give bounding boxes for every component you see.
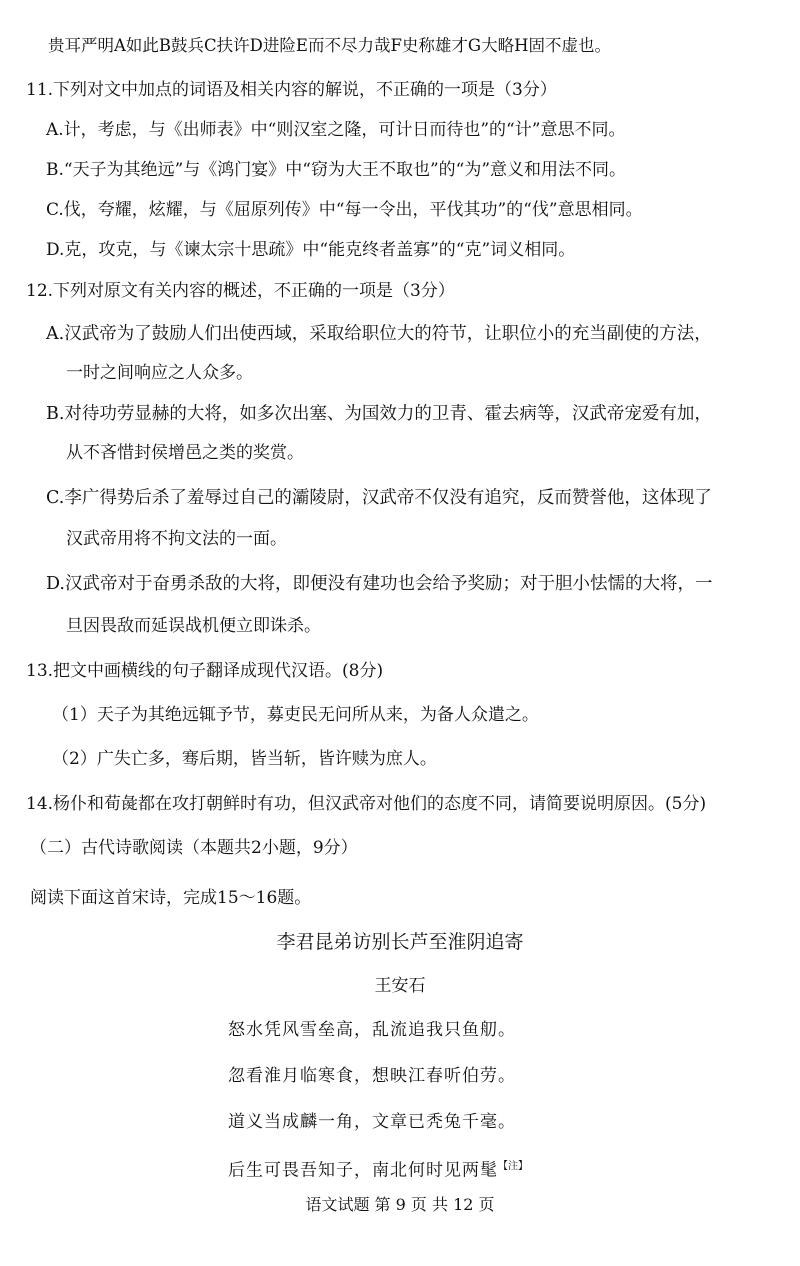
question-11-option-b: B.“天子为其绝远”与《鸿门宴》中“窃为大王不取也”的“为”意义和用法不同。: [46, 160, 627, 180]
poem-line-1: 怒水凭风雪垒高，乱流追我只鱼舠。: [228, 1020, 516, 1040]
question-12-option-d-line2: 旦因畏敌而延误战机便立即诛杀。: [66, 616, 321, 636]
section-2-heading: （二）古代诗歌阅读（本题共2小题，9分）: [30, 838, 358, 858]
question-11-stem: 11.下列对文中加点的词语及相关内容的解说，不正确的一项是（3分）: [26, 80, 557, 100]
question-12-option-c-line2: 汉武帝用将不拘文法的一面。: [66, 529, 287, 549]
question-12-option-d-line1: D.汉武帝对于奋勇杀敌的大将，即便没有建功也会给予奖励；对于胆小怯懦的大将，一: [46, 574, 713, 594]
question-12-option-b-line2: 从不吝惜封侯增邑之类的奖赏。: [66, 443, 304, 463]
question-13-item-2: （2）广失亡多，骞后期，皆当斩，皆许赎为庶人。: [52, 749, 437, 769]
poem-author: 王安石: [374, 976, 426, 996]
question-13-stem: 13.把文中画横线的句子翻译成现代汉语。(8分): [26, 661, 384, 681]
poem-note-mark: 【注】: [498, 1161, 528, 1172]
section-2-instruction: 阅读下面这首宋诗，完成15～16题。: [30, 888, 312, 908]
question-12-stem: 12.下列对原文有关内容的概述，不正确的一项是（3分）: [26, 281, 455, 301]
passage-punctuation-line: 贵耳严明A如此B鼓兵C扶许D进险E而不尽力哉F史称雄才G大略H固不虚也。: [48, 36, 611, 55]
poem-line-4-text: 后生可畏吾知子，南北何时见两髦: [228, 1160, 498, 1181]
question-11-option-d: D.克，攻克，与《谏太宗十思疏》中“能克终者盖寡”的“克”词义相同。: [46, 240, 576, 260]
poem-line-3: 道义当成麟一角，文章已秃兔千毫。: [228, 1112, 516, 1132]
question-11-option-c: C.伐，夸耀，炫耀，与《屈原列传》中“每一令出，平伐其功”的“伐”意思相同。: [46, 200, 643, 220]
question-12-option-a-line2: 一时之间响应之人众多。: [66, 363, 253, 383]
question-12-option-c-line1: C.李广得势后杀了羞辱过自己的灞陵尉，汉武帝不仅没有追究，反而赞誉他，这体现了: [46, 488, 712, 508]
question-12-option-b-line1: B.对待功劳显赫的大将，如多次出塞、为国效力的卫青、霍去病等，汉武帝宠爱有加，: [46, 404, 712, 424]
poem-line-2: 忽看淮月临寒食，想映江春听伯劳。: [228, 1066, 516, 1086]
page-footer: 语文试题 第 9 页 共 12 页: [305, 1195, 495, 1214]
poem-title: 李君昆弟访别长芦至淮阴追寄: [276, 931, 524, 953]
question-11-option-a: A.计，考虑，与《出师表》中“则汉室之隆，可计日而待也”的“计”意思不同。: [46, 120, 626, 140]
question-14-stem: 14.杨仆和荀彘都在攻打朝鲜时有功，但汉武帝对他们的态度不同，请简要说明原因。(5分): [26, 794, 707, 814]
poem-line-4: [228, 1155, 528, 1183]
question-13-item-1: （1）天子为其绝远辄予节，募吏民无问所从来，为备人众遣之。: [52, 705, 539, 725]
question-12-option-a-line1: A.汉武帝为了鼓励人们出使西域，采取给职位大的符节，让职位小的充当副使的方法，: [46, 324, 712, 344]
